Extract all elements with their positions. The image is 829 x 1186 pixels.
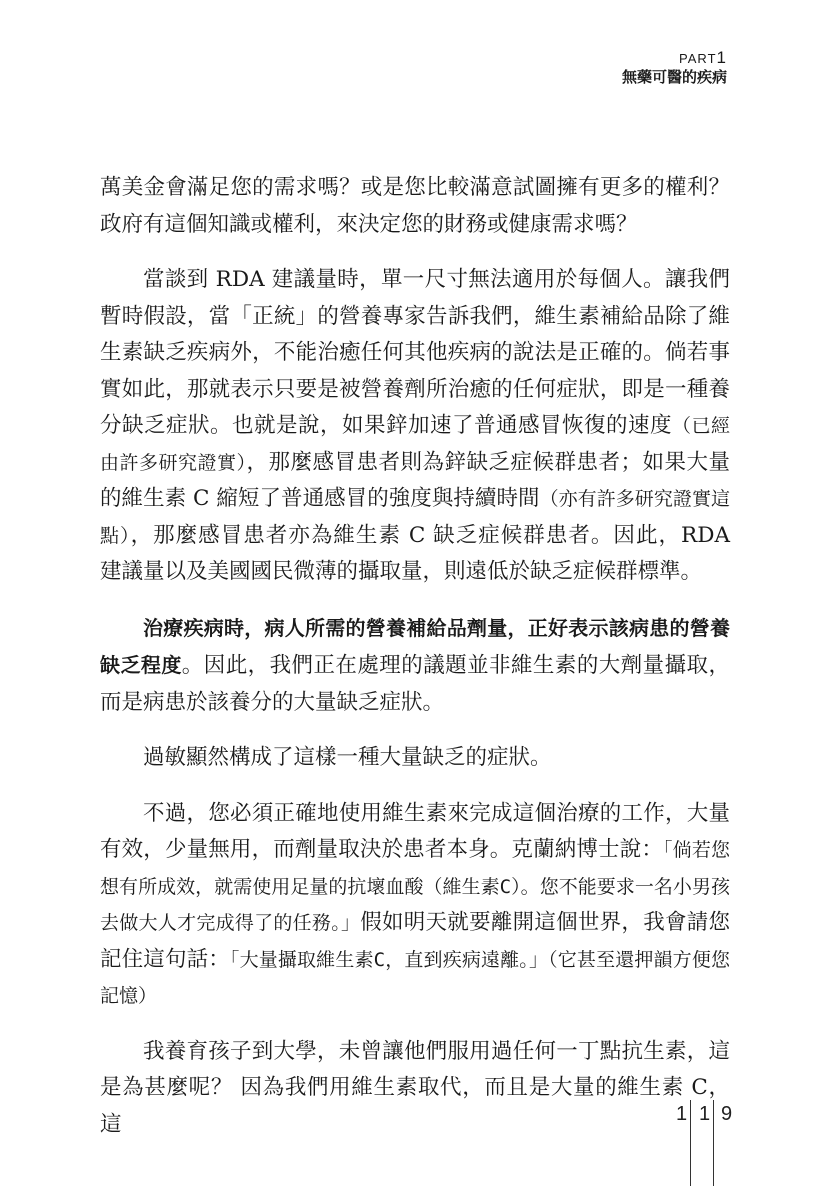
quotation: 「倘若您想有所成效，就需使用足量的抗壞血酸（維生素C）。您不能要求一名小男孩去做大人才完成得了的任務。」	[100, 839, 730, 934]
page-number-digit: 1	[699, 1103, 711, 1125]
citation-note: （亦有許多研究證實這點）	[100, 488, 730, 547]
quotation: 「大量攝取維生素C，直到疾病遠離。」（它甚至還押韻方便您記憶）	[100, 948, 730, 1007]
page-body	[100, 170, 733, 1143]
section-title: 無藥可醫的疾病	[621, 68, 727, 86]
paragraph-3: 治療疾病時，病人所需的營養補給品劑量，正好表示該病患的營養缺乏程度。因此，我們正在處理的議題並非維生素的大劑量攝取，而是病患於該養分的大量缺乏症狀。	[100, 615, 731, 715]
emphasis-text: 治療疾病時，病人所需的營養補給品劑量，正好表示該病患的營養缺乏程度	[100, 615, 730, 677]
page-number-digit: 9	[721, 1103, 733, 1125]
running-header	[622, 50, 727, 87]
part-label: PART1	[679, 48, 727, 67]
page-number-digit: 1	[676, 1103, 688, 1125]
paragraph-2: 當談到 RDA 建議量時，單一尺寸無法適用於每個人。讓我們暫時假設，當「正統」的營養專家告訴我們，維生素補給品除了維生素缺乏疾病外，不能治癒任何其他疾病的說法是正確的。倘若事實如此，那就表示只要是被營養劑所治癒的任何症狀，即是一種養分缺乏症狀。也就是說，如果鋅加速了普通感冒恢復的速度（已經由許多研究證實），那麼感冒患者則為鋅缺乏症候群患者；如果大量的維生素 C 縮短了普通感冒的強度與持續時間（亦有許多研究證實這點），那麼感冒患者亦為維生素 C 缺乏症候群患者。因此，RDA 建議量以及美國國民微薄的攝取量，則遠低於缺乏症候群標準。	[100, 267, 730, 584]
paragraph-1: 萬美金會滿足您的需求嗎？或是您比較滿意試圖擁有更多的權利？政府有這個知識或權利，來決定您的財務或健康需求嗎？	[100, 175, 730, 237]
paragraph-4: 過敏顯然構成了這樣一種大量缺乏的症狀。	[143, 745, 552, 770]
citation-note: （已經由許多研究證實）	[100, 415, 730, 474]
paragraph-6: 我養育孩子到大學，未曾讓他們服用過任何一丁點抗生素，這是為甚麼呢？ 因為我們用維生素取代，而且是大量的維生素 C，這	[100, 1038, 730, 1137]
paragraph-5: 不過，您必須正確地使用維生素來完成這個治療的工作，大量有效，少量無用，而劑量取決於患者本身。克蘭納博士說：「倘若您想有所成效，就需使用足量的抗壞血酸（維生素C）。您不能要求一名小男孩去做大人才完成得了的任務。」假如明天就要離開這個世界，我會請您記住這句話：「大量攝取維生素C，直到疾病遠離。」（它甚至還押韻方便您記憶）	[100, 800, 730, 1007]
